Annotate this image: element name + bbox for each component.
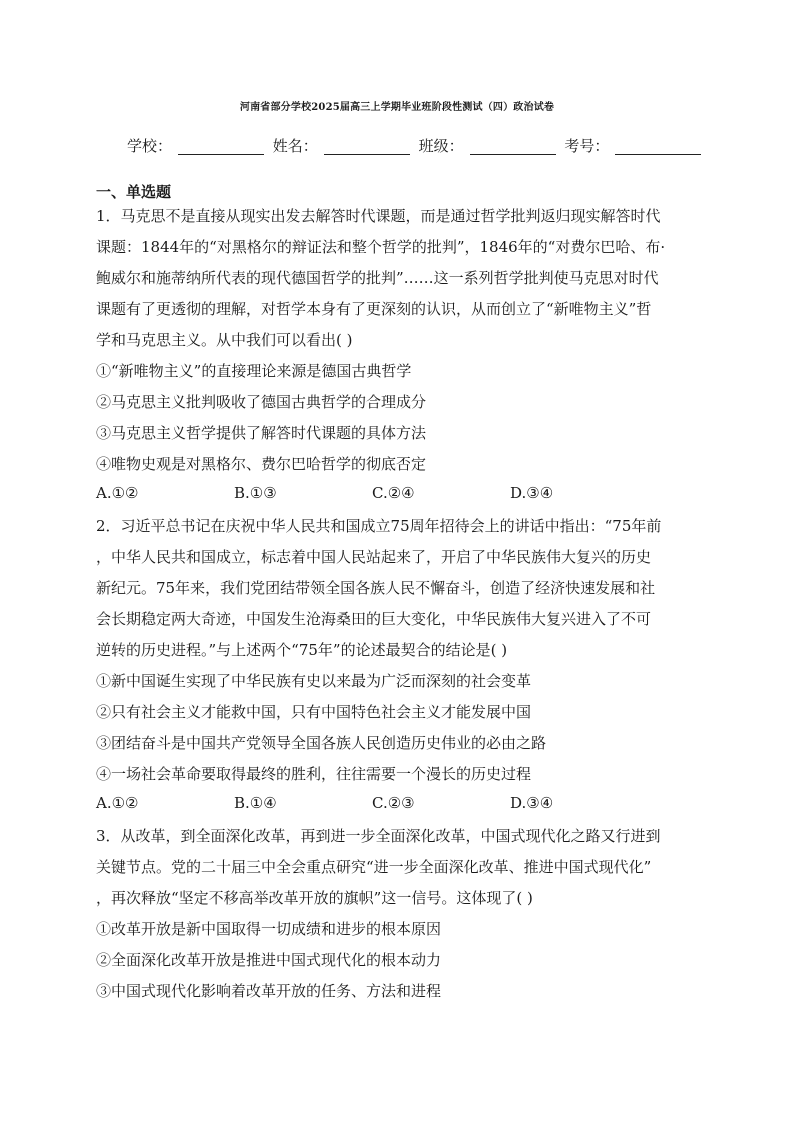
q1-statement: ①“新唯物主义”的直接理论来源是德国古典哲学 <box>96 362 412 380</box>
q1-line: 学和马克思主义。从中我们可以看出( ) <box>96 331 353 349</box>
q3-line: 关键节点。党的二十届三中全会重点研究“进一步全面深化改革、推进中国式现代化” <box>96 858 652 876</box>
q2-statement: ①新中国诞生实现了中华民族有史以来最为广泛而深刻的社会变革 <box>96 672 532 690</box>
q1-option-b[interactable]: B.①③ <box>234 484 277 502</box>
q2-option-b[interactable]: B.①④ <box>234 794 277 812</box>
q1-line: 1．马克思不是直接从现实出发去解答时代课题，而是通过哲学批判返归现实解答时代 <box>96 207 661 225</box>
q2-statement: ③团结奋斗是中国共产党领导全国各族人民创造历史伟业的必由之路 <box>96 734 547 752</box>
school-blank[interactable] <box>178 138 264 155</box>
name-blank[interactable] <box>324 138 410 155</box>
exam-number-blank[interactable] <box>615 138 701 155</box>
q2-statement: ④一场社会革命要取得最终的胜利，往往需要一个漫长的历史过程 <box>96 765 532 783</box>
q2-line: 2．习近平总书记在庆祝中华人民共和国成立75周年招待会上的讲话中指出：“75年前 <box>96 517 662 535</box>
q1-option-d[interactable]: D.③④ <box>510 484 554 502</box>
q2-option-c[interactable]: C.②③ <box>372 794 415 812</box>
section-title: 一、单选题 <box>96 183 172 201</box>
q1-statement: ④唯物史观是对黑格尔、费尔巴哈哲学的彻底否定 <box>96 455 427 473</box>
q2-statement: ②只有社会主义才能救中国，只有中国特色社会主义才能发展中国 <box>96 703 532 721</box>
q1-option-c[interactable]: C.②④ <box>372 484 415 502</box>
q3-statement: ②全面深化改革开放是推进中国式现代化的根本动力 <box>96 951 442 969</box>
q3-statement: ①改革开放是新中国取得一切成绩和进步的根本原因 <box>96 920 442 938</box>
q2-line: 会长期稳定两大奇迹，中国发生沧海桑田的巨大变化，中华民族伟大复兴进入了不可 <box>96 610 652 628</box>
q2-line: ，中华人民共和国成立，标志着中国人民站起来了，开启了中华民族伟大复兴的历史 <box>96 548 652 566</box>
school-label: 学校： <box>127 137 173 155</box>
q1-statement: ②马克思主义批判吸收了德国古典哲学的合理成分 <box>96 393 427 411</box>
q1-statement: ③马克思主义哲学提供了解答时代课题的具体方法 <box>96 424 427 442</box>
name-label: 姓名： <box>272 137 318 155</box>
q2-option-d[interactable]: D.③④ <box>510 794 554 812</box>
q1-line: 课题有了更透彻的理解，对哲学本身有了更深刻的认识，从而创立了“新唯物主义”哲 <box>96 300 652 318</box>
exam-number-label: 考号： <box>564 137 610 155</box>
q1-line: 鲍威尔和施蒂纳所代表的现代德国哲学的批判”……这一系列哲学批判使马克思对时代 <box>96 269 659 287</box>
q3-line: ，再次释放“坚定不移高举改革开放的旗帜”这一信号。这体现了( ) <box>96 889 533 907</box>
q3-line: 3．从改革，到全面深化改革，再到进一步全面深化改革，中国式现代化之路又行进到 <box>96 827 661 845</box>
q1-line: 课题：1844年的“对黑格尔的辩证法和整个哲学的批判”，1846年的“对费尔巴哈、布· <box>96 238 666 256</box>
student-info-row <box>127 135 705 156</box>
q2-option-a[interactable]: A.①② <box>96 794 139 812</box>
q1-option-a[interactable]: A.①② <box>96 484 139 502</box>
class-blank[interactable] <box>470 138 556 155</box>
q2-line: 逆转的历史进程。”与上述两个“75年”的论述最契合的结论是( ) <box>96 641 508 659</box>
exam-title: 河南省部分学校2025届高三上学期毕业班阶段性测试（四）政治试卷 <box>239 102 555 113</box>
q3-statement: ③中国式现代化影响着改革开放的任务、方法和进程 <box>96 982 442 1000</box>
class-label: 班级： <box>418 137 464 155</box>
q2-line: 新纪元。75年来，我们党团结带领全国各族人民不懈奋斗，创造了经济快速发展和社 <box>96 579 656 597</box>
